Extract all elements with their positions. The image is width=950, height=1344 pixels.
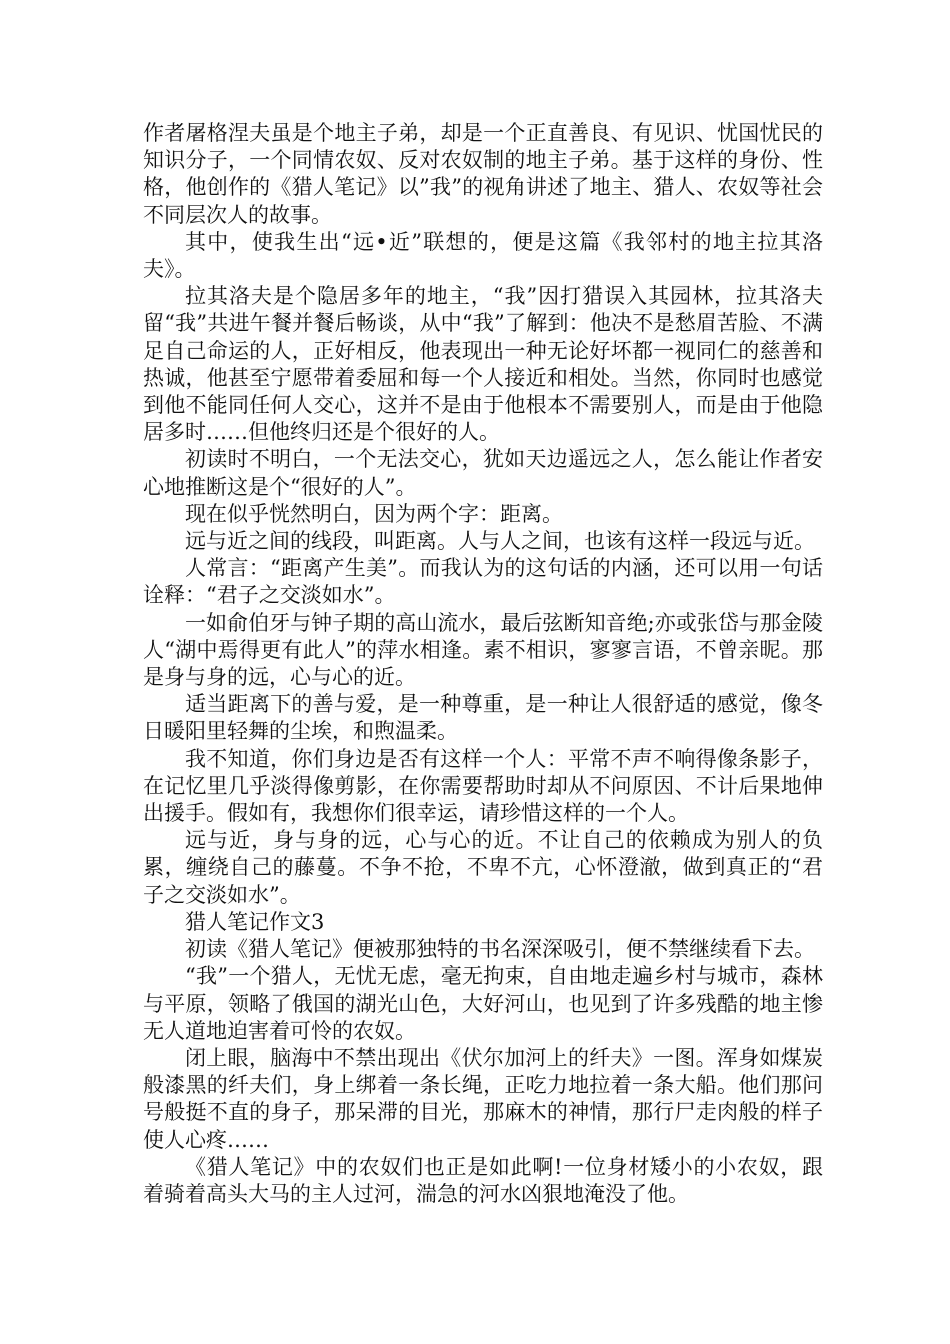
paragraph-13: “我”一个猎人，无忧无虑，毫无拘束，自由地走遍乡村与城市，森林与平原，领略了俄国的湖光山色，大好河山，也见到了许多残酷的地主惨无人道地迫害着可怜的农奴。	[143, 964, 823, 1043]
paragraph-1: 作者屠格涅夫虽是个地主子弟，却是一个正直善良、有见识、忧国忧民的知识分子，一个同情农奴、反对农奴制的地主子弟。基于这样的身份、性格，他创作的《猎人笔记》以”我”的视角讲述了地主、猎人、农奴等社会不同层次人的故事。	[143, 121, 823, 227]
paragraph-7: 人常言：“距离产生美”。而我认为的这句话的内涵，还可以用一句话诠释：“君子之交淡如水”。	[143, 556, 823, 608]
paragraph-15: 《猎人笔记》中的农奴们也正是如此啊!一位身材矮小的小农奴，跟着骑着高头大马的主人过河，湍急的河水凶狠地淹没了他。	[143, 1154, 823, 1206]
paragraph-11: 远与近，身与身的远，心与心的近。不让自己的依赖成为别人的负累，缠绕自己的藤蔓。不争不抢，不卑不亢，心怀澄澈，做到真正的“君子之交淡如水”。	[143, 828, 823, 907]
document-body	[143, 120, 823, 1208]
paragraph-12: 初读《猎人笔记》便被那独特的书名深深吸引，便不禁继续看下去。	[185, 937, 815, 962]
paragraph-9: 适当距离下的善与爱，是一种尊重，是一种让人很舒适的感觉，像冬日暖阳里轻舞的尘埃，和煦温柔。	[143, 692, 823, 744]
paragraph-8: 一如俞伯牙与钟子期的高山流水，最后弦断知音绝;亦或张岱与那金陵人“湖中焉得更有此人”的萍水相逢。素不相识，寥寥言语，不曾亲昵。那是身与身的远，心与心的近。	[143, 610, 823, 690]
paragraph-14: 闭上眼，脑海中不禁出现出《伏尔加河上的纤夫》一图。浑身如煤炭般漆黑的纤夫们，身上绑着一条长绳，正吃力地拉着一条大船。他们那问号般挺不直的身子，那呆滞的目光，那麻木的神情，那行尸走肉般的样子使人心疼……	[143, 1045, 823, 1152]
paragraph-3: 拉其洛夫是个隐居多年的地主，“我”因打猎误入其园林，拉其洛夫留“我”共进午餐并餐后畅谈，从中“我”了解到：他决不是愁眉苦脸、不满足自己命运的人，正好相反，他表现出一种无论好坏都一视同仁的慈善和热诚，他甚至宁愿带着委屈和每一个人接近和相处。当然，你同时也感觉到他不能同任何人交心，这并不是由于他根本不需要别人，而是由于他隐居多时……但他终归还是个很好的人。	[143, 284, 823, 445]
paragraph-10: 我不知道，你们身边是否有这样一个人：平常不声不响得像条影子，在记忆里几乎淡得像剪影，在你需要帮助时却从不问原因、不计后果地伸出援手。假如有，我想你们很幸运，请珍惜这样的一个人。	[143, 746, 823, 826]
paragraph-4: 初读时不明白，一个无法交心，犹如天边遥远之人，怎么能让作者安心地推断这是个“很好的人”。	[143, 447, 823, 499]
paragraph-6: 远与近之间的线段，叫距离。人与人之间，也该有这样一段远与近。	[185, 529, 815, 554]
paragraph-5: 现在似乎恍然明白，因为两个字：距离。	[185, 501, 563, 526]
section-heading: 猎人笔记作文3	[185, 909, 325, 934]
paragraph-2: 其中，使我生出“远•近”联想的，便是这篇《我邻村的地主拉其洛夫》。	[143, 229, 823, 282]
